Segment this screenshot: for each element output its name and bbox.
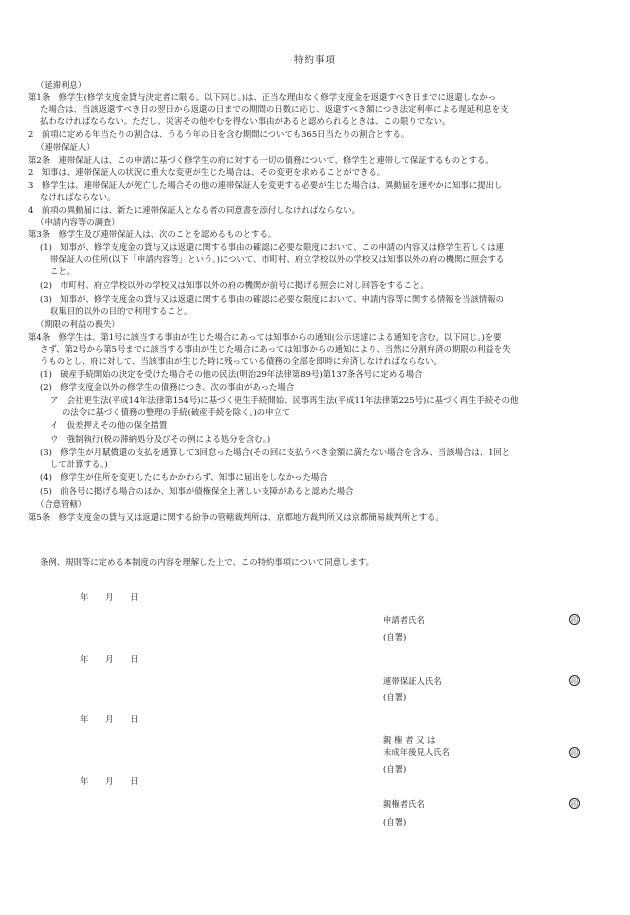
body-text-line: 2 前項に定める年当たりの割合は、うるう年の日を含む期間についても365日当たりの割合とする。: [28, 129, 410, 139]
body-text-line: 2 知事は、連帯保証人の状況に重大な変更が生じた場合は、その変更を求めることができる。: [28, 167, 386, 177]
body-text-line: なければならない。: [40, 192, 116, 202]
body-text-line: (2) 市町村、府立学校以外の学校又は知事以外の府の機関が前号に掲げる照会に対し回答をすること。: [40, 280, 429, 290]
seal-mark-icon: 印: [571, 616, 578, 624]
signature-name-label: 申請者氏名: [383, 615, 425, 625]
document-title: 特約事項: [293, 55, 336, 66]
body-text-line: 4 前項の異動届には、新たに連帯保証人となる者の同意書を添付しなければならない。: [28, 205, 360, 215]
signature-self-sign-note: (自署): [383, 692, 407, 702]
body-text-line: (1) 破産手続開始の決定を受けた場合その他の民法(明治29年法律第89号)第137条各号に定める場合: [40, 369, 423, 379]
body-text-line: （延滞利息）: [36, 80, 87, 90]
body-text-line: (3) 修学生が月賦償還の支払を通算して3回怠った場合(その回に支払うべき金額に満たない場合を含み、当該場合は、1回と: [40, 447, 511, 457]
signature-self-sign-note: (自署): [383, 632, 407, 642]
body-text-line: 第4条 修学生は、第1号に該当する事由が生じた場合にあっては知事からの通知(公示送達による通知を含む。以下同じ。)を要: [28, 332, 502, 342]
body-text-line: して計算する。): [50, 459, 108, 469]
body-text-line: 3 修学生は、連帯保証人が死亡した場合その他の連帯保証人を変更する必要が生じた場合は、異動届を速やかに知事に提出し: [28, 180, 503, 190]
signature-date: 年 月 日: [80, 592, 139, 602]
signature-self-sign-note: (自署): [383, 817, 407, 827]
body-text-line: （連帯保証人）: [36, 142, 95, 152]
body-text-line: の法令に基づく債務の整理の手続(破産手続を除く。)の申立て: [62, 407, 291, 417]
seal-mark-icon: 印: [571, 677, 578, 685]
body-text-line: さず、第2号から第5号までに該当する事由が生じた場合にあっては知事からの通知により、当然に分割弁済の期限の利益を失: [40, 344, 511, 354]
body-text-line: 第5条 修学支度金の貸与又は返還に関する紛争の管轄裁判所は、京都地方裁判所又は京都簡易裁判所とする。: [28, 512, 444, 522]
body-text-line: （期限の利益の喪失）: [36, 319, 120, 329]
body-text-line: 第3条 修学生及び連帯保証人は、次のことを認めるものとする。: [28, 229, 277, 239]
body-text-line: （合意管轄）: [36, 499, 87, 509]
body-text-line: こと。: [50, 266, 76, 276]
body-text-line: 条例、規則等に定める本制度の内容を理解した上で、この特約事項について同意します。: [40, 557, 374, 567]
signature-name-label: 連帯保証人氏名: [383, 676, 442, 686]
body-text-line: (4) 修学生が住所を変更したにもかかわらず、知事に届出をしなかった場合: [40, 472, 328, 482]
body-text-line: 払わなければならない。ただし、災害その他やむを得ない事由があると認められるときは、この限りでない。: [40, 116, 451, 126]
body-text-line: (1) 知事が、修学支度金の貸与又は返還に関する事由の確認に必要な限度において、この申請の内容又は修学生若しくは連: [40, 242, 504, 252]
body-text-line: ア 会社更生法(平成14年法律第154号)に基づく更生手続開始、民事再生法(平成11年法律第225号)に基づく再生手続その他: [50, 395, 519, 405]
seal-mark-icon: 印: [571, 749, 578, 757]
signature-name-label: 親 権 者 又 は: [383, 735, 436, 745]
body-text-line: 帯保証人の住所(以下「申請内容等」という。)について、市町村、府立学校以外の学校又は知事以外の府の機関に照会する: [50, 254, 505, 264]
body-text-line: た場合は、当該返還すべき日の翌日から返還の日までの期間の日数に応じ、返還すべき額につき法定利率による遅延利息を支: [40, 104, 509, 114]
body-text-line: (3) 知事が、修学支度金の貸与又は返還に関する事由の確認に必要な限度において、申請内容等に関する情報を当該情報の: [40, 294, 504, 304]
body-text-line: うものとし、府に対して、当該事由が生じた時に残っている債務の全部を即時に弁済しなければならない。: [40, 356, 442, 366]
signature-name-label-2: 未成年後見人氏名: [383, 747, 450, 757]
body-text-line: （申請内容等の調査）: [36, 217, 120, 227]
signature-date: 年 月 日: [80, 776, 139, 786]
seal-mark-icon: 印: [571, 800, 578, 808]
body-text-line: 第1条 修学生(修学支度金貸与決定者に限る。以下同じ。)は、正当な理由なく修学支度金を返還すべき日までに返還しなかっ: [28, 92, 497, 102]
signature-self-sign-note: (自署): [383, 764, 407, 774]
body-text-line: (2) 修学支度金以外の修学生の債務につき、次の事由があった場合: [40, 382, 295, 392]
body-text-line: イ 仮差押えその他の保全措置: [50, 420, 168, 430]
signature-date: 年 月 日: [80, 654, 139, 664]
signature-name-label: 親権者氏名: [383, 799, 425, 809]
body-text-line: 収集目的以外の目的で利用すること。: [50, 306, 193, 316]
body-text-line: ウ 強制執行(税の滞納処分及びその例による処分を含む。): [50, 434, 271, 444]
body-text-line: 第2条 連帯保証人は、この申請に基づく修学生の府に対する一切の債務について、修学生と連帯して保証するものとする。: [28, 155, 494, 165]
body-text-line: (5) 前各号に掲げる場合のほか、知事が債権保全上著しい支障があると認めた場合: [40, 486, 354, 496]
signature-date: 年 月 日: [80, 714, 139, 724]
